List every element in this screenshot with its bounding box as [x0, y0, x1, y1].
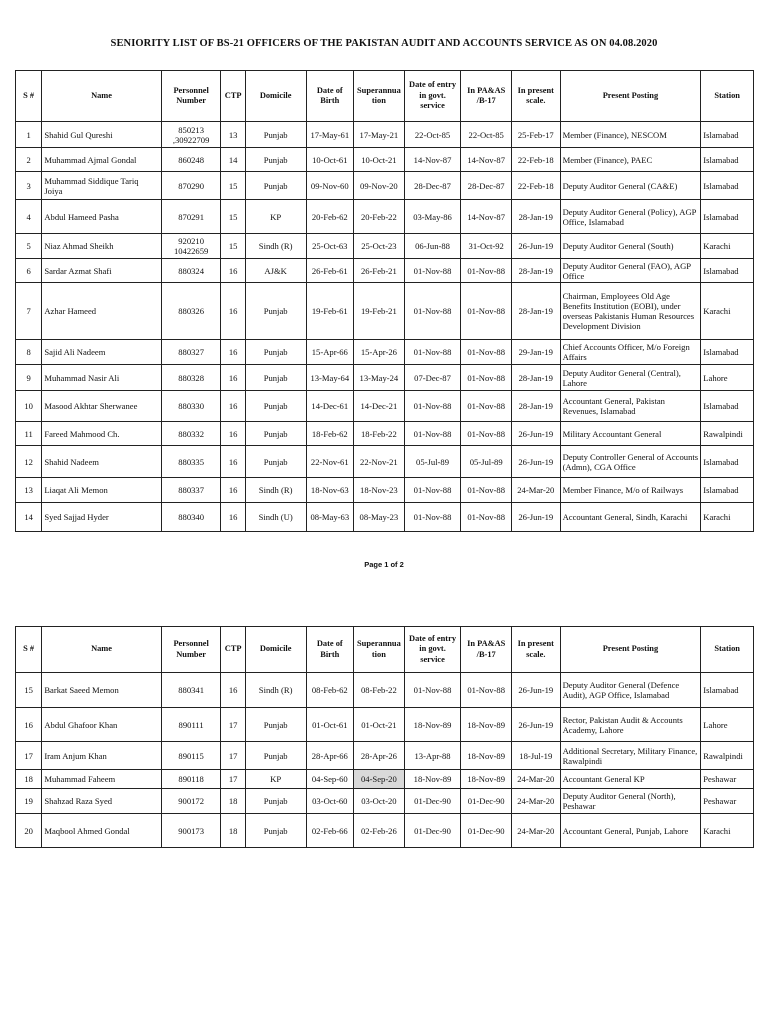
cell-scale: 26-Jun-19	[511, 673, 560, 708]
cell-dob: 26-Feb-61	[306, 259, 354, 283]
document-title: SENIORITY LIST OF BS-21 OFFICERS OF THE PAKISTAN AUDIT AND ACCOUNTS SERVICE AS ON 04.08.2020	[110, 38, 658, 49]
cell-personnel-number: 880341	[161, 673, 221, 708]
cell-entry: 05-Jul-89	[404, 446, 461, 478]
cell-personnel-number: 890111	[161, 708, 221, 742]
cell-entry: 01-Nov-88	[404, 673, 461, 708]
cell-ctp: 18	[221, 814, 245, 848]
cell-scale: 24-Mar-20	[511, 478, 560, 503]
cell-posting: Chairman, Employees Old Age Benefits Institution (EOBI), under overseas Pakistanis Human Resources Development Division	[560, 283, 701, 340]
cell-name: Abdul Hameed Pasha	[42, 200, 161, 234]
table-row	[16, 148, 754, 172]
cell-paas: 18-Nov-89	[461, 708, 512, 742]
cell-ctp: 16	[221, 673, 245, 708]
cell-posting: Member (Finance), PAEC	[560, 148, 701, 172]
cell-posting: Deputy Controller General of Accounts (Admn), CGA Office	[560, 446, 701, 478]
cell-dob: 19-Feb-61	[306, 283, 354, 340]
cell-paas: 01-Nov-88	[461, 365, 512, 391]
cell-ctp: 17	[221, 742, 245, 770]
cell-name: Muhammad Ajmal Gondal	[42, 148, 161, 172]
cell-ctp: 16	[221, 391, 245, 422]
cell-scale: 24-Mar-20	[511, 770, 560, 789]
cell-entry: 01-Nov-88	[404, 259, 461, 283]
cell-superannuation: 22-Nov-21	[354, 446, 405, 478]
cell-domicile: Punjab	[245, 122, 306, 148]
cell-domicile: Punjab	[245, 814, 306, 848]
cell-superannuation: 01-Oct-21	[354, 708, 405, 742]
cell-station: Peshawar	[701, 789, 754, 814]
cell-entry: 01-Nov-88	[404, 503, 461, 532]
cell-entry: 18-Nov-89	[404, 770, 461, 789]
cell-personnel-number: 850213 ,30922709	[161, 122, 221, 148]
cell-domicile: Punjab	[245, 446, 306, 478]
cell-superannuation: 17-May-21	[354, 122, 405, 148]
cell-ctp: 16	[221, 446, 245, 478]
cell-sno: 17	[16, 742, 42, 770]
col-header-ctp: CTP	[221, 71, 245, 122]
cell-ctp: 14	[221, 148, 245, 172]
cell-posting: Military Accountant General	[560, 422, 701, 446]
table-header-row	[16, 71, 754, 122]
cell-superannuation: 02-Feb-26	[354, 814, 405, 848]
cell-sno: 16	[16, 708, 42, 742]
cell-name: Muhammad Nasir Ali	[42, 365, 161, 391]
cell-superannuation: 04-Sep-20	[354, 770, 405, 789]
cell-paas: 01-Nov-88	[461, 259, 512, 283]
cell-superannuation: 18-Feb-22	[354, 422, 405, 446]
table-row	[16, 770, 754, 789]
col-header-personnel: Personnel Number	[161, 627, 221, 673]
cell-name: Syed Sajjad Hyder	[42, 503, 161, 532]
cell-station: Karachi	[701, 283, 754, 340]
cell-scale: 24-Mar-20	[511, 789, 560, 814]
cell-personnel-number: 920210 10422659	[161, 234, 221, 259]
cell-posting: Deputy Auditor General (North), Peshawar	[560, 789, 701, 814]
cell-sno: 14	[16, 503, 42, 532]
table-row	[16, 708, 754, 742]
table-row	[16, 259, 754, 283]
cell-station: Karachi	[701, 814, 754, 848]
cell-entry: 01-Nov-88	[404, 283, 461, 340]
cell-paas: 01-Nov-88	[461, 478, 512, 503]
cell-superannuation: 09-Nov-20	[354, 172, 405, 200]
cell-scale: 22-Feb-18	[511, 148, 560, 172]
cell-sno: 7	[16, 283, 42, 340]
cell-domicile: Sindh (R)	[245, 673, 306, 708]
cell-superannuation: 20-Feb-22	[354, 200, 405, 234]
cell-sno: 19	[16, 789, 42, 814]
cell-posting: Member (Finance), NESCOM	[560, 122, 701, 148]
cell-ctp: 17	[221, 708, 245, 742]
cell-dob: 22-Nov-61	[306, 446, 354, 478]
cell-dob: 03-Oct-60	[306, 789, 354, 814]
cell-name: Shahid Nadeem	[42, 446, 161, 478]
cell-personnel-number: 870291	[161, 200, 221, 234]
cell-sno: 12	[16, 446, 42, 478]
cell-entry: 07-Dec-87	[404, 365, 461, 391]
cell-posting: Deputy Auditor General (Central), Lahore	[560, 365, 701, 391]
cell-superannuation: 28-Apr-26	[354, 742, 405, 770]
cell-entry: 01-Nov-88	[404, 340, 461, 365]
cell-sno: 8	[16, 340, 42, 365]
cell-domicile: Punjab	[245, 172, 306, 200]
cell-sno: 11	[16, 422, 42, 446]
cell-scale: 29-Jan-19	[511, 340, 560, 365]
page-footer: Page 1 of 2	[364, 560, 404, 569]
cell-domicile: AJ&K	[245, 259, 306, 283]
cell-scale: 28-Jan-19	[511, 259, 560, 283]
cell-posting: Member Finance, M/o of Railways	[560, 478, 701, 503]
col-header-station: Station	[701, 71, 754, 122]
cell-name: Muhammad Faheem	[42, 770, 161, 789]
cell-ctp: 15	[221, 234, 245, 259]
cell-name: Fareed Mahmood Ch.	[42, 422, 161, 446]
cell-station: Islamabad	[701, 259, 754, 283]
cell-dob: 14-Dec-61	[306, 391, 354, 422]
col-header-sno: S #	[16, 627, 42, 673]
cell-name: Liaqat Ali Memon	[42, 478, 161, 503]
cell-superannuation: 08-Feb-22	[354, 673, 405, 708]
cell-dob: 17-May-61	[306, 122, 354, 148]
cell-station: Rawalpindi	[701, 742, 754, 770]
cell-sno: 5	[16, 234, 42, 259]
cell-posting: Deputy Auditor General (Defence Audit), AGP Office, Islamabad	[560, 673, 701, 708]
col-header-superannuation: Superannua tion	[354, 627, 405, 673]
col-header-posting: Present Posting	[560, 71, 701, 122]
col-header-name: Name	[42, 71, 161, 122]
cell-superannuation: 18-Nov-23	[354, 478, 405, 503]
cell-posting: Accountant General KP	[560, 770, 701, 789]
cell-domicile: KP	[245, 200, 306, 234]
cell-posting: Deputy Auditor General (South)	[560, 234, 701, 259]
cell-personnel-number: 900173	[161, 814, 221, 848]
cell-scale: 25-Feb-17	[511, 122, 560, 148]
table-row	[16, 673, 754, 708]
cell-posting: Chief Accounts Officer, M/o Foreign Affairs	[560, 340, 701, 365]
col-header-dob: Date of Birth	[306, 627, 354, 673]
cell-personnel-number: 880324	[161, 259, 221, 283]
cell-station: Islamabad	[701, 391, 754, 422]
cell-sno: 2	[16, 148, 42, 172]
col-header-personnel: Personnel Number	[161, 71, 221, 122]
cell-station: Islamabad	[701, 172, 754, 200]
cell-dob: 18-Feb-62	[306, 422, 354, 446]
cell-sno: 4	[16, 200, 42, 234]
cell-domicile: Punjab	[245, 340, 306, 365]
cell-scale: 28-Jan-19	[511, 391, 560, 422]
cell-entry: 01-Nov-88	[404, 422, 461, 446]
cell-personnel-number: 890118	[161, 770, 221, 789]
cell-paas: 01-Nov-88	[461, 673, 512, 708]
cell-superannuation: 26-Feb-21	[354, 259, 405, 283]
cell-ctp: 17	[221, 770, 245, 789]
cell-paas: 18-Nov-89	[461, 770, 512, 789]
cell-posting: Accountant General, Sindh, Karachi	[560, 503, 701, 532]
cell-paas: 14-Nov-87	[461, 200, 512, 234]
cell-personnel-number: 880330	[161, 391, 221, 422]
cell-dob: 04-Sep-60	[306, 770, 354, 789]
cell-station: Peshawar	[701, 770, 754, 789]
cell-entry: 13-Apr-88	[404, 742, 461, 770]
cell-personnel-number: 870290	[161, 172, 221, 200]
cell-dob: 18-Nov-63	[306, 478, 354, 503]
cell-personnel-number: 890115	[161, 742, 221, 770]
cell-domicile: KP	[245, 770, 306, 789]
cell-personnel-number: 880335	[161, 446, 221, 478]
cell-domicile: Punjab	[245, 789, 306, 814]
cell-name: Azhar Hameed	[42, 283, 161, 340]
cell-scale: 26-Jun-19	[511, 708, 560, 742]
table-row	[16, 365, 754, 391]
cell-paas: 01-Dec-90	[461, 789, 512, 814]
seniority-table-page-1	[15, 70, 754, 532]
cell-ctp: 18	[221, 789, 245, 814]
cell-entry: 01-Nov-88	[404, 478, 461, 503]
col-header-name: Name	[42, 627, 161, 673]
col-header-domicile: Domicile	[245, 71, 306, 122]
table-row	[16, 422, 754, 446]
cell-sno: 1	[16, 122, 42, 148]
cell-domicile: Punjab	[245, 148, 306, 172]
cell-posting: Additional Secretary, Military Finance, Rawalpindi	[560, 742, 701, 770]
table-row	[16, 391, 754, 422]
cell-station: Islamabad	[701, 200, 754, 234]
cell-name: Maqbool Ahmed Gondal	[42, 814, 161, 848]
cell-name: Muhammad Siddique Tariq Joiya	[42, 172, 161, 200]
cell-station: Islamabad	[701, 478, 754, 503]
cell-entry: 01-Dec-90	[404, 789, 461, 814]
cell-paas: 05-Jul-89	[461, 446, 512, 478]
cell-paas: 01-Nov-88	[461, 391, 512, 422]
cell-personnel-number: 860248	[161, 148, 221, 172]
cell-personnel-number: 880328	[161, 365, 221, 391]
cell-ctp: 16	[221, 259, 245, 283]
cell-station: Lahore	[701, 708, 754, 742]
cell-ctp: 16	[221, 422, 245, 446]
cell-entry: 01-Dec-90	[404, 814, 461, 848]
cell-station: Karachi	[701, 234, 754, 259]
cell-station: Islamabad	[701, 340, 754, 365]
cell-scale: 28-Jan-19	[511, 200, 560, 234]
cell-domicile: Sindh (R)	[245, 234, 306, 259]
cell-scale: 22-Feb-18	[511, 172, 560, 200]
cell-paas: 22-Oct-85	[461, 122, 512, 148]
cell-sno: 15	[16, 673, 42, 708]
col-header-station: Station	[701, 627, 754, 673]
cell-name: Masood Akhtar Sherwanee	[42, 391, 161, 422]
cell-station: Islamabad	[701, 673, 754, 708]
col-header-entry: Date of entry in govt. service	[404, 71, 461, 122]
col-header-posting: Present Posting	[560, 627, 701, 673]
table-row	[16, 200, 754, 234]
cell-ctp: 16	[221, 365, 245, 391]
col-header-scale: In present scale.	[511, 71, 560, 122]
cell-station: Islamabad	[701, 446, 754, 478]
cell-dob: 01-Oct-61	[306, 708, 354, 742]
cell-name: Shahzad Raza Syed	[42, 789, 161, 814]
col-header-dob: Date of Birth	[306, 71, 354, 122]
cell-personnel-number: 880327	[161, 340, 221, 365]
cell-dob: 08-May-63	[306, 503, 354, 532]
cell-posting: Deputy Auditor General (CA&E)	[560, 172, 701, 200]
cell-personnel-number: 900172	[161, 789, 221, 814]
table-row	[16, 503, 754, 532]
cell-domicile: Sindh (U)	[245, 503, 306, 532]
cell-scale: 26-Jun-19	[511, 234, 560, 259]
cell-station: Karachi	[701, 503, 754, 532]
cell-ctp: 13	[221, 122, 245, 148]
cell-entry: 03-May-86	[404, 200, 461, 234]
table-row	[16, 122, 754, 148]
table-row	[16, 742, 754, 770]
cell-domicile: Punjab	[245, 742, 306, 770]
cell-superannuation: 10-Oct-21	[354, 148, 405, 172]
col-header-paas: In PA&AS /B-17	[461, 627, 512, 673]
cell-station: Islamabad	[701, 148, 754, 172]
cell-domicile: Sindh (R)	[245, 478, 306, 503]
cell-paas: 28-Dec-87	[461, 172, 512, 200]
table-row	[16, 172, 754, 200]
cell-entry: 28-Dec-87	[404, 172, 461, 200]
cell-paas: 01-Nov-88	[461, 283, 512, 340]
cell-superannuation: 14-Dec-21	[354, 391, 405, 422]
cell-posting: Accountant General, Pakistan Revenues, Islamabad	[560, 391, 701, 422]
cell-name: Abdul Ghafoor Khan	[42, 708, 161, 742]
cell-ctp: 16	[221, 478, 245, 503]
cell-domicile: Punjab	[245, 391, 306, 422]
cell-entry: 14-Nov-87	[404, 148, 461, 172]
cell-name: Iram Anjum Khan	[42, 742, 161, 770]
cell-entry: 01-Nov-88	[404, 391, 461, 422]
cell-station: Islamabad	[701, 122, 754, 148]
cell-dob: 09-Nov-60	[306, 172, 354, 200]
cell-superannuation: 08-May-23	[354, 503, 405, 532]
cell-entry: 22-Oct-85	[404, 122, 461, 148]
cell-dob: 08-Feb-62	[306, 673, 354, 708]
cell-sno: 6	[16, 259, 42, 283]
table-row	[16, 789, 754, 814]
cell-entry: 06-Jun-88	[404, 234, 461, 259]
cell-dob: 20-Feb-62	[306, 200, 354, 234]
cell-posting: Deputy Auditor General (FAO), AGP Office	[560, 259, 701, 283]
seniority-table-page-2	[15, 626, 754, 848]
cell-scale: 26-Jun-19	[511, 422, 560, 446]
cell-sno: 3	[16, 172, 42, 200]
cell-scale: 26-Jun-19	[511, 446, 560, 478]
cell-dob: 28-Apr-66	[306, 742, 354, 770]
cell-scale: 28-Jan-19	[511, 283, 560, 340]
cell-personnel-number: 880340	[161, 503, 221, 532]
cell-paas: 31-Oct-92	[461, 234, 512, 259]
cell-ctp: 16	[221, 283, 245, 340]
cell-superannuation: 13-May-24	[354, 365, 405, 391]
table-row	[16, 283, 754, 340]
cell-sno: 18	[16, 770, 42, 789]
cell-domicile: Punjab	[245, 422, 306, 446]
cell-domicile: Punjab	[245, 365, 306, 391]
cell-dob: 13-May-64	[306, 365, 354, 391]
cell-ctp: 15	[221, 172, 245, 200]
cell-sno: 13	[16, 478, 42, 503]
cell-dob: 15-Apr-66	[306, 340, 354, 365]
table-row	[16, 340, 754, 365]
cell-name: Sajid Ali Nadeem	[42, 340, 161, 365]
cell-sno: 10	[16, 391, 42, 422]
cell-paas: 01-Dec-90	[461, 814, 512, 848]
table-row	[16, 478, 754, 503]
cell-superannuation: 03-Oct-20	[354, 789, 405, 814]
table-row	[16, 234, 754, 259]
cell-paas: 01-Nov-88	[461, 503, 512, 532]
cell-dob: 02-Feb-66	[306, 814, 354, 848]
cell-dob: 25-Oct-63	[306, 234, 354, 259]
cell-personnel-number: 880326	[161, 283, 221, 340]
cell-ctp: 15	[221, 200, 245, 234]
table-header-row	[16, 627, 754, 673]
cell-domicile: Punjab	[245, 708, 306, 742]
cell-scale: 28-Jan-19	[511, 365, 560, 391]
cell-personnel-number: 880332	[161, 422, 221, 446]
cell-name: Barkat Saeed Memon	[42, 673, 161, 708]
cell-station: Rawalpindi	[701, 422, 754, 446]
cell-name: Niaz Ahmad Sheikh	[42, 234, 161, 259]
cell-paas: 01-Nov-88	[461, 340, 512, 365]
col-header-domicile: Domicile	[245, 627, 306, 673]
cell-scale: 24-Mar-20	[511, 814, 560, 848]
col-header-superannuation: Superannua tion	[354, 71, 405, 122]
cell-station: Lahore	[701, 365, 754, 391]
cell-paas: 14-Nov-87	[461, 148, 512, 172]
col-header-entry: Date of entry in govt. service	[404, 627, 461, 673]
table-row	[16, 446, 754, 478]
cell-sno: 9	[16, 365, 42, 391]
cell-posting: Deputy Auditor General (Policy), AGP Office, Islamabad	[560, 200, 701, 234]
cell-scale: 26-Jun-19	[511, 503, 560, 532]
cell-superannuation: 15-Apr-26	[354, 340, 405, 365]
cell-domicile: Punjab	[245, 283, 306, 340]
cell-name: Sardar Azmat Shafi	[42, 259, 161, 283]
table-row	[16, 814, 754, 848]
cell-sno: 20	[16, 814, 42, 848]
cell-paas: 18-Nov-89	[461, 742, 512, 770]
cell-ctp: 16	[221, 503, 245, 532]
cell-ctp: 16	[221, 340, 245, 365]
col-header-sno: S #	[16, 71, 42, 122]
col-header-ctp: CTP	[221, 627, 245, 673]
cell-posting: Accountant General, Punjab, Lahore	[560, 814, 701, 848]
cell-paas: 01-Nov-88	[461, 422, 512, 446]
cell-posting: Rector, Pakistan Audit & Accounts Academy, Lahore	[560, 708, 701, 742]
cell-entry: 18-Nov-89	[404, 708, 461, 742]
cell-dob: 10-Oct-61	[306, 148, 354, 172]
col-header-scale: In present scale.	[511, 627, 560, 673]
cell-superannuation: 19-Feb-21	[354, 283, 405, 340]
cell-superannuation: 25-Oct-23	[354, 234, 405, 259]
cell-scale: 18-Jul-19	[511, 742, 560, 770]
cell-personnel-number: 880337	[161, 478, 221, 503]
col-header-paas: In PA&AS /B-17	[461, 71, 512, 122]
cell-name: Shahid Gul Qureshi	[42, 122, 161, 148]
